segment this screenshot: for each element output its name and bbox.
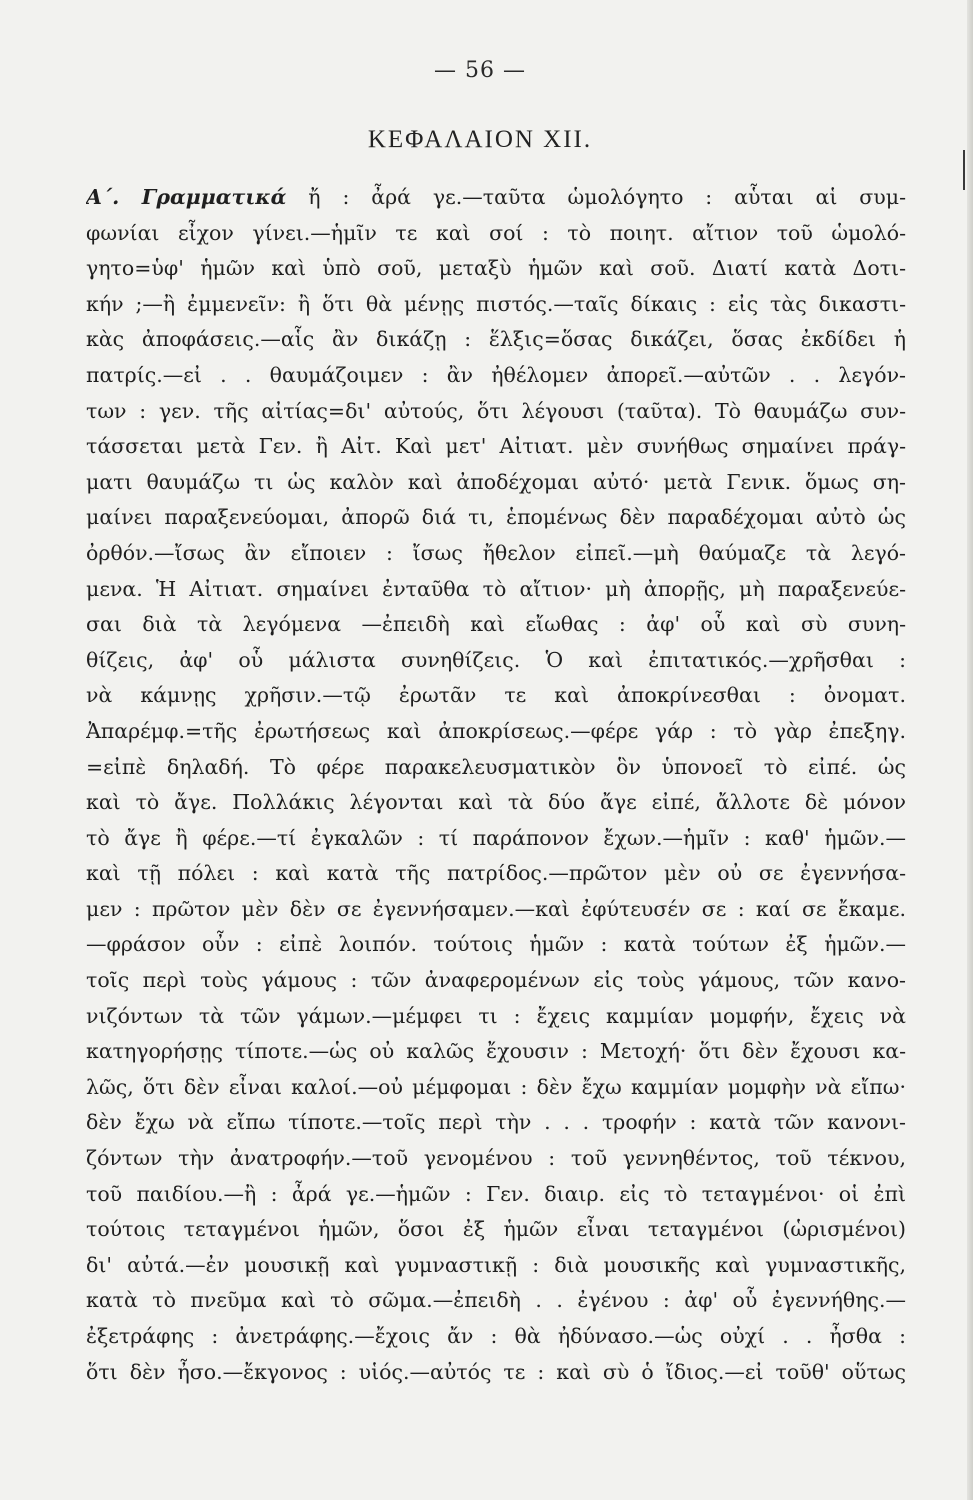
text-line: ὅτι δὲν ἦσο.—ἔκγονος : υἱός.—αὐτός τε : καὶ σὺ ὁ ἴδιος.—εἰ τοῦθ' οὕτως [86,1359,906,1384]
text-line: τοῦ παιδίου.—ἢ : ἆρά γε.—ἡμῶν : Γεν. διαιρ. εἰς τὸ τεταγμένοι· οἱ ἐπὶ [86,1181,906,1206]
margin-mark [963,150,965,190]
section-heading: Α΄. Γραμματικά [86,185,287,209]
text-line: των : γεν. τῆς αἰτίας=δι' αὐτούς, ὅτι λέγουσι (ταῦτα). Τὸ θαυμάζω συν- [86,398,906,423]
text-line: νὰ κάμνῃς χρῆσιν.—τῷ ἐρωτᾶν τε καὶ ἀποκρίνεσθαι : ὀνοματ. [86,683,906,708]
text-line: καὶ τῇ πόλει : καὶ κατὰ τῆς πατρίδος.—πρῶτον μὲν οὐ σε ἐγεννήσα- [86,861,906,886]
text-line: τὸ ἄγε ἢ φέρε.—τί ἐγκαλῶν : τί παράπονον ἔχων.—ἡμῖν : καθ' ἡμῶν.— [86,825,906,850]
text-line: μαίνει παραξενεύομαι, ἀπορῶ διά τι, ἑπομένως δὲν παραδέχομαι αὐτὸ ὡς [86,505,906,530]
text-line: μεν : πρῶτον μὲν δὲν σε ἐγεννήσαμεν.—καὶ ἐφύτευσέν σε : καί σε ἔκαμε. [86,896,906,921]
chapter-title: ΚΕΦΑΛΑΙΟΝ XII. [367,126,593,153]
text-line: νιζόντων τὰ τῶν γάμων.—μέμφει τι : ἔχεις καμμίαν μομφήν, ἔχεις νὰ [86,1003,906,1028]
text-line: λῶς, ὅτι δὲν εἶναι καλοί.—οὐ μέμφομαι : δὲν ἔχω καμμίαν μομφὴν νὰ εἴπω· [86,1074,906,1099]
text-line: κήν ;—ἢ ἐμμενεῖν: ἢ ὅτι θὰ μένῃς πιστός.—ταῖς δίκαις : εἰς τὰς δικαστι- [86,291,906,316]
text-line: Ἀπαρέμφ.=τῆς ἐρωτήσεως καὶ ἀποκρίσεως.—φέρε γάρ : τὸ γὰρ ἐπεξηγ. [86,718,906,743]
text-line: θίζεις, ἀφ' οὗ μάλιστα συνηθίζεις. Ὁ καὶ ἐπιτατικός.—χρῆσθαι : [86,647,906,672]
text-line: γητο=ὑφ' ἡμῶν καὶ ὑπὸ σοῦ, μεταξὺ ἡμῶν καὶ σοῦ. Διατί κατὰ Δοτι- [86,256,906,281]
text-line: κατηγορήσῃς τίποτε.—ὡς οὐ καλῶς ἔχουσιν : Μετοχή· ὅτι δὲν ἔχουσι κα- [86,1039,906,1064]
page-edge-shadow [967,0,973,1500]
text-line: καὶ τὸ ἄγε. Πολλάκις λέγονται καὶ τὰ δύο ἄγε εἰπέ, ἄλλοτε δὲ μόνον [86,790,906,815]
body-text [86,180,906,1390]
text-line: σαι διὰ τὰ λεγόμενα —ἐπειδὴ καὶ εἴωθας : ἀφ' οὗ καὶ σὺ συνη- [86,612,906,637]
text-line: μενα. Ἡ Αἰτιατ. σημαίνει ἐνταῦθα τὸ αἴτιον· μὴ ἀπορῇς, μὴ παραξενεύε- [86,576,906,601]
text-lines [86,216,906,1391]
text-line: φωνίαι εἶχον γίνει.—ἡμῖν τε καὶ σοί : τὸ ποιητ. αἴτιον τοῦ ὡμολό- [86,220,906,245]
text-line: ὀρθόν.—ἴσως ἂν εἴποιεν : ἴσως ἤθελον εἰπεῖ.—μὴ θαύμαζε τὰ λεγό- [86,540,906,565]
text-line: δὲν ἔχω νὰ εἴπω τίποτε.—τοῖς περὶ τὴν . . . τροφήν : κατὰ τῶν κανονι- [86,1110,906,1135]
text-line: τούτοις τεταγμένοι ἡμῶν, ὅσοι ἐξ ἡμῶν εἶναι τεταγμένοι (ὡρισμένοι) [86,1217,906,1242]
text-line: κὰς ἀποφάσεις.—αἷς ἂν δικάζῃ : ἕλξις=ὅσας δικάζει, ὅσας ἐκδίδει ἡ [86,327,906,352]
text-line: πατρίς.—εἰ . . θαυμάζοιμεν : ἂν ἠθέλομεν ἀπορεῖ.—αὐτῶν . . λεγόν- [86,362,906,387]
text-line: δι' αὐτά.—ἐν μουσικῇ καὶ γυμναστικῇ : διὰ μουσικῆς καὶ γυμναστικῆς, [86,1252,906,1277]
text-line: τοῖς περὶ τοὺς γάμους : τῶν ἀναφερομένων εἰς τοὺς γάμους, τῶν κανο- [86,968,906,993]
page-number: — 56 — [434,58,526,83]
text-line: —φράσον οὖν : εἰπὲ λοιπόν. τούτοις ἡμῶν : κατὰ τούτων ἐξ ἡμῶν.— [86,932,906,957]
first-line-text: ἤ : ἆρά γε.—ταῦτα ὡμολόγητο : αὗται αἱ συμ- [308,185,906,209]
text-line: ματι θαυμάζω τι ὡς καλὸν καὶ ἀποδέχομαι αὐτό· μετὰ Γενικ. ὅμως ση- [86,469,906,494]
text-line: κατὰ τὸ πνεῦμα καὶ τὸ σῶμα.—ἐπειδὴ . . ἐγένου : ἀφ' οὗ ἐγεννήθης.— [86,1288,906,1313]
text-line: ἐξετράφης : ἀνετράφης.—ἔχοις ἄν : θὰ ἠδύνασο.—ὡς οὐχί . . ἦσθα : [86,1324,906,1348]
text-line: =εἰπὲ δηλαδή. Τὸ φέρε παρακελευσματικὸν ὃν ὑπονοεῖ τὸ εἰπέ. ὡς [86,754,906,779]
text-line: ζόντων τὴν ἀνατροφήν.—τοῦ γενομένου : τοῦ γεννηθέντος, τοῦ τέκνου, [86,1146,906,1171]
text-line: τάσσεται μετὰ Γεν. ἢ Αἰτ. Καὶ μετ' Αἰτιατ. μὲν συνήθως σημαίνει πράγ- [86,434,906,459]
text-line-first [86,180,906,216]
